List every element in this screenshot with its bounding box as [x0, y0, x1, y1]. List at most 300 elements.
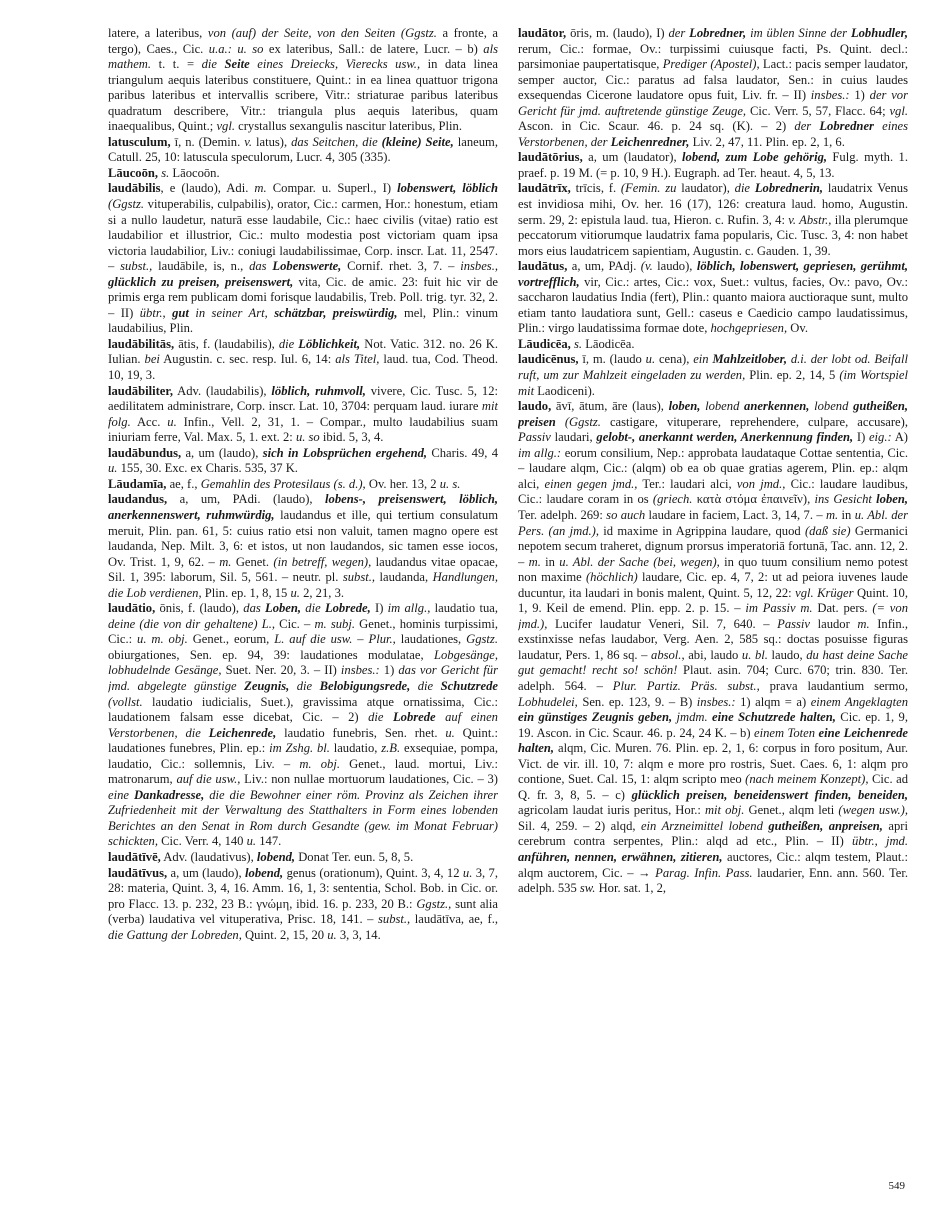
entry-text: Quint.: laudationes funebres, Plin. ep.: — [108, 725, 498, 756]
entry-text: Suet. Ner. 20, 3. – II) — [221, 663, 341, 678]
entry-text: Quint. 10, 1, 9. Keil de emend. Plin. epp. 2. p. 15. – — [518, 585, 908, 616]
entry-headword: laudātīvus, — [108, 865, 168, 880]
entry-text: glücklich preisen, beneidenswert finden, beneiden, — [631, 787, 908, 802]
entry-text: Compar. u. Superl., I) — [266, 181, 398, 196]
entry-text: obiurgationes, Sen. ep. 94, 39: laudationes modulatae, — [108, 647, 434, 662]
entry-text: laudatrix Venus est invidiosa mihi, Ov. her. 16 (17), 126: creatura laud. homo, Augustin. serm. 29, 2: epistula laud. tua, Hieron. c. Rufin. 3, 4: — [518, 181, 908, 227]
entry-text: (Femin. zu — [620, 181, 677, 196]
entry-text: agricolam laudat iuris peritus, Hor.: — [518, 803, 705, 818]
entry-text: laudatio iudicialis, Suet.), gravissima atque ornatissima, Cic.: laudationem falsam esse dicebat, Cic. – 2) — [108, 694, 498, 725]
entry-text: die — [278, 336, 299, 351]
entry-text: der — [794, 119, 820, 134]
entry-text: m. — [825, 507, 839, 522]
entry-text: Lobredner — [819, 119, 874, 134]
entry-text: löblich, lobenswert, gepriesen, gerühmt, vortrefflich, — [518, 259, 908, 289]
entry-text: Genet., eorum, — [187, 632, 275, 647]
entry-headword: laudābilitās, — [108, 336, 175, 351]
entry-text: s. — [574, 336, 583, 351]
entry-headword: Lāucoōn, — [108, 165, 159, 180]
entry-text: Ter. adelph. 269: — [518, 507, 607, 522]
entry-headword: laudātōrius, — [518, 150, 583, 165]
entry-text: Mahlzeitlober, — [712, 352, 787, 367]
entry-text: Acc. — [130, 414, 168, 429]
entry-text: glücklich zu preisen, preisenswert, — [108, 274, 294, 289]
dictionary-entry — [518, 26, 908, 150]
entry-text: āvī, ātum, āre (laus), — [551, 399, 669, 414]
entry-text: im allg.: — [518, 445, 562, 460]
entry-text: Genet., hominis turpissimi, Cic.: — [108, 616, 498, 647]
entry-text: Adv. (laudabilis), — [172, 383, 272, 398]
entry-text: insbes., — [460, 259, 498, 274]
entry-headword: laudo, — [518, 399, 552, 414]
entry-text: die Gattung der Lobreden, — [108, 927, 242, 942]
entry-text: illa plerumque peccatorum vitiorumque laudatrix fama popularis, Cic. Tusc. 3, 4: non habet mors eius laudatricem sapientiam, Augustin. c. Gauden. 1, 39. — [518, 212, 908, 258]
entry-text: (in betreff, wegen), — [273, 554, 372, 569]
entry-text: u. s. — [439, 476, 461, 491]
entry-text: m. obj. — [299, 756, 340, 771]
entry-text: (wegen usw.), — [838, 803, 908, 818]
entry-text: Sil. 4, 259. – 2) alqd, — [518, 818, 641, 833]
entry-text: Schutzrede — [440, 678, 498, 693]
entry-text: (= von jmd.), — [518, 601, 908, 631]
entry-text: Lucifer laudatur Veneri, Sil. 7, 640. – — [547, 616, 778, 631]
entry-text: u. Abl. der Sache (bei, wegen), — [559, 554, 720, 569]
entry-text: laudatio, — [329, 741, 382, 756]
entry-text: vir, Cic.: artes, Cic.: vox, Suet.: vultus, facies, Ov.: pavo, Ov.: saccharon laudatius India (fert), Plin.: quanto maiora auctioraque sunt, multo etiam tanto laudatiora sunt, Gell.: caseus e Caedicio campo laudatissimus, Plin.: virgo laudatissima formae dote, — [518, 274, 908, 336]
entry-text: Lobenswerte, — [272, 259, 342, 274]
entry-text: in — [540, 554, 560, 569]
entry-text: laudarier, Enn. ann. 560. Ter. adelph. 535 — [518, 865, 908, 896]
entry-headword: laudātor, — [518, 26, 567, 40]
entry-text: v. — [244, 134, 253, 149]
entry-text: t. t. = — [151, 57, 202, 72]
entry-text: subst., — [120, 259, 153, 274]
entry-text: eine Leichenrede halten, — [518, 725, 908, 756]
entry-text: a, um, PAdj. — [567, 259, 641, 274]
entry-text: vituperabilis, culpabilis), orator, Cic.: carmen, Hor.: honestum, etiam si a nullo laudetur, naturā esse laudabile, Cic.: haec civilis (vitae) ratio est laudabilior et illustrior, Cic.: multo modestia post victoriam quam ipsa victoria laudabilior, Liv.: coniugi laudabilissimae, Corp. inscr. Lat. 11, 2547. – — [108, 197, 498, 274]
entry-text: die die Bewohner einer röm. Provinz als Zeichen ihrer Zufriedenheit mit der Verwaltung des Statthalters in Form eines lobenden Berichtes an den Senat in Rom durch Gesandte (gew. im Monat Februar) schickten, — [108, 787, 498, 849]
entry-headword: Lāudicēa, — [518, 336, 571, 351]
dictionary-entry — [108, 492, 498, 601]
entry-text: u. — [645, 352, 656, 367]
entry-text: laudandus et ille, qui tertium consulatum meruit, Plin. pan. 61, 5: cuius ratio etsi non valuit, tamen magno opere est laudanda, Nep. Milt. 3, 6: et istos, ut non laudandos, sic tamen esse iocos, Ov. Trist. 1, 9, 62. – — [108, 507, 498, 569]
entry-text: ein günstiges Zeugnis geben, — [518, 710, 673, 725]
entry-text: a, um, PAdi. (laudo), — [167, 492, 326, 507]
entry-text: (im Wortspiel mit — [518, 368, 908, 398]
entry-text: im Passiv m. — [745, 601, 813, 616]
entry-text: auctores, Cic.: alqm testem, Plaut.: alqm auctorem, Cic. – — [518, 849, 908, 880]
entry-text: von jmd., — [736, 476, 786, 491]
entry-text: ins Gesicht — [814, 492, 877, 507]
entry-text: Quint. 2, 15, 20 — [241, 927, 328, 942]
entry-text: einem Toten — [753, 725, 819, 740]
entry-text: (kleine) Seite, — [381, 134, 454, 149]
entry-text: insbes.: — [810, 88, 850, 103]
entry-text: a, um (laudo), — [167, 865, 246, 880]
entry-text: Dankadresse, — [133, 787, 205, 802]
entry-text: hochgepriesen, — [710, 321, 788, 336]
entry-text: u. — [327, 927, 337, 942]
entry-text — [556, 415, 565, 429]
entry-text: im Zshg. bl. — [269, 741, 330, 756]
entry-text: subst., — [378, 912, 411, 927]
left-column — [108, 26, 498, 1176]
entry-text: das Seitchen, die — [291, 134, 382, 149]
entry-headword: laudandus, — [108, 492, 168, 507]
entry-text: cena), — [655, 352, 694, 367]
entry-text: laudābile, is, n., — [152, 259, 250, 274]
entry-text: in quo tuum consilium nemo potest non maxime — [518, 554, 908, 585]
entry-text: ōnis, f. (laudo), — [155, 601, 244, 616]
entry-text: Ascon. in Cic. Scaur. 46. p. 24 sq. (K). – 2) — [518, 119, 795, 134]
entry-text: auf einen Verstorbenen, die — [108, 710, 498, 740]
entry-text: (Ggstz. — [108, 197, 145, 212]
entry-text: löblich, ruhmvoll, — [271, 383, 366, 398]
entry-text: Löblichkeit, — [298, 336, 361, 351]
entry-text: die — [289, 678, 320, 693]
entry-text: Leichenrede, — [208, 725, 277, 740]
entry-text: die — [201, 57, 225, 72]
dictionary-entry — [108, 166, 498, 182]
entry-text: u. — [246, 834, 257, 849]
entry-text: vita, Cic. de amic. 23: fuit hic vir de primis erga rem publicam domi forisque laudabilis, Treb. Poll. trig. tyr. 32, 2. – II) — [108, 274, 498, 320]
entry-text: (griech. — [652, 492, 693, 507]
entry-text: Liv. 2, 47, 11. Plin. ep. 2, 1, 6. — [689, 134, 845, 149]
entry-text: Leichenredner, — [610, 134, 690, 149]
entry-text: castigare, vituperare, reprehendere, culpare, accusare), — [600, 414, 908, 429]
entry-text: schätzbar, preiswürdig, — [274, 305, 398, 320]
entry-text: Lāodicēa. — [582, 336, 635, 351]
entry-text: Augustin. c. sec. resp. Iul. 6, 14: — [159, 352, 336, 367]
dictionary-entry — [108, 26, 498, 135]
entry-text: laudanda, — [375, 570, 433, 585]
entry-text: Hor. sat. 1, 2, — [595, 881, 667, 896]
entry-text: Cic. Verr. 4, 140 — [158, 834, 247, 849]
dictionary-entry — [518, 150, 908, 181]
entry-text: Cic. ad Q. fr. 3, 8, 5. – c) — [518, 772, 908, 802]
entry-text: laudator), — [676, 181, 735, 196]
entry-text: κατὰ στόμα ἐπαινεῖν), — [692, 492, 815, 507]
entry-text: v. Abstr., — [788, 212, 832, 227]
entry-text: u. — [445, 725, 455, 740]
entry-text: laudo, — [767, 647, 807, 662]
entry-text: Lāocoōn. — [169, 165, 220, 180]
entry-text: 1) alqm = a) — [735, 694, 811, 709]
entry-text: eines Dreiecks, Vierecks usw., — [249, 57, 421, 72]
entry-text: subst., — [342, 570, 376, 585]
entry-text: jmdm. — [672, 710, 713, 725]
entry-text: gutheißen, preisen — [518, 399, 908, 429]
entry-text: lobend — [809, 399, 854, 414]
entry-text: ae, f., — [166, 476, 201, 491]
entry-text: Passiv — [777, 616, 811, 631]
entry-text: eines Verstorbenen, der — [518, 119, 908, 149]
entry-text: (v. — [640, 259, 653, 274]
entry-text: insbes.: — [340, 663, 380, 678]
entry-text: abi, laudo — [684, 647, 742, 662]
entry-text: ī, n. (Demin. — [170, 134, 245, 149]
entry-text: Passiv — [518, 430, 551, 445]
entry-text: die — [368, 710, 393, 725]
entry-text: a, um (laudo), — [181, 445, 263, 460]
right-column — [518, 26, 908, 1176]
entry-headword: laudicēnus, — [518, 352, 579, 367]
entry-text: genus (orationum), Quint. 3, 4, 12 — [283, 865, 463, 880]
entry-text: ātis, f. (laudabilis), — [174, 336, 279, 351]
entry-text: sich in Lobsprüchen ergehend, — [262, 445, 428, 460]
dictionary-entry — [518, 259, 908, 337]
dictionary-entry — [108, 446, 498, 477]
entry-text: L. auf die usw. – Plur., — [274, 632, 396, 647]
entry-text: Ggstz., — [416, 896, 452, 911]
entry-text: , e (laudo), Adi. — [160, 181, 255, 196]
entry-text: u. Abl. der Pers. (an jmd.), — [518, 507, 908, 538]
entry-text: sunt alia (verba) laudativa vel vituperativa, Prisc. 18, 141. – — [108, 896, 498, 927]
entry-text: Gemahlin des Protesilaus (s. d.), — [200, 476, 366, 491]
entry-text: die — [734, 181, 755, 196]
entry-text: laudationes, — [395, 632, 467, 647]
dictionary-page — [108, 26, 906, 1176]
entry-text: Lobgesänge, lobhudelnde Gesänge, — [108, 647, 498, 678]
entry-text: lobens-, preisenswert, löblich, anerkennenswert, ruhmwürdig, — [108, 492, 498, 522]
entry-text: so auch — [606, 507, 646, 522]
entry-text: Sen. ep. 123, 9. – B) — [577, 694, 697, 709]
entry-text: auf die usw., — [176, 772, 241, 787]
entry-text: (nach meinem Konzept), — [745, 772, 869, 787]
dictionary-entry — [108, 477, 498, 493]
entry-text: Dat. pers. — [812, 601, 873, 616]
entry-text: einen gegen jmd., — [544, 476, 638, 491]
entry-headword: laudātus, — [518, 259, 568, 274]
entry-text: lobenswert, löblich — [397, 181, 498, 196]
dictionary-entry — [518, 337, 908, 353]
entry-text: Ggstz. — [466, 632, 498, 647]
entry-text: ī, m. (laudo — [578, 352, 646, 367]
entry-text: Ov. — [787, 321, 808, 336]
entry-text: lobend — [700, 399, 745, 414]
entry-text: Fulg. myth. 1. praef. p. 19 M. (= p. 10, 9 H.). Eugraph. ad Ter. heaut. 4, 5, 13. — [518, 150, 908, 180]
entry-text: 1) — [379, 663, 399, 678]
dictionary-entry — [518, 352, 908, 399]
entry-text: → Parag. Infin. Pass. — [638, 865, 753, 880]
entry-text: u.a.: u. so — [208, 41, 264, 56]
entry-text: Ter.: laudari alci, — [637, 476, 737, 491]
entry-text: anführen, nennen, erwähnen, zitieren, — [518, 849, 723, 864]
entry-text: Handlungen, die Lob verdienen, — [108, 570, 498, 600]
entry-headword: Lāudamīa, — [108, 476, 167, 491]
entry-text: (höchlich) — [585, 570, 638, 585]
entry-text: u. bl. — [741, 647, 768, 662]
entry-text: die — [301, 601, 325, 616]
entry-text: u. — [167, 414, 177, 429]
entry-text: Cic. – — [275, 616, 315, 631]
entry-text: Lobrede, — [324, 601, 371, 616]
entry-text: Genet. — [231, 554, 274, 569]
entry-text: eig.: — [868, 430, 892, 445]
entry-text: u. m. obj. — [137, 632, 188, 647]
entry-text: 1) — [849, 88, 870, 103]
entry-text: laudare, Cic. ep. 4, 7, 2: ut ad peiora iuvenes laude ducuntur, ita laudari in bonis malent, Quint. 5, 12, 22: — [518, 570, 908, 600]
entry-text: eine — [108, 787, 134, 802]
entry-text: Cornif. rhet. 3, 7. – — [341, 259, 461, 274]
entry-headword: latusculum, — [108, 134, 171, 149]
entry-text: laudare in faciem, Lact. 3, 14, 7. – — [645, 507, 826, 522]
entry-text: eorum consilium, Nep.: approbata laudataque Cottae sententia, Cic. – laudare alqm, Cic.: (alqm) ob ea ob quae gratias agerem, Plin. ep.: alqm alci, — [518, 445, 908, 491]
entry-headword: laudābiliter, — [108, 383, 173, 398]
entry-text: in — [838, 507, 855, 522]
entry-text: von (auf) der Seite, von den Seiten (Ggstz. — [207, 26, 437, 40]
entry-text: loben, — [876, 492, 908, 507]
entry-text: als Titel, — [335, 352, 380, 367]
entry-text: lobend, — [256, 849, 296, 864]
entry-text: Genet., alqm leti — [744, 803, 839, 818]
entry-text: bei — [144, 352, 160, 367]
entry-text: als mathem. — [108, 41, 498, 72]
entry-text: laudari, — [550, 430, 597, 445]
entry-text: m. subj. — [314, 616, 356, 631]
entry-text: laudatio tua, — [430, 601, 498, 616]
entry-text: laneum, Catull. 25, 10: latuscula speculorum, Lucr. 4, 305 (335). — [108, 134, 498, 165]
entry-text: Plin. ep. 2, 14, 5 — [745, 368, 840, 383]
entry-text: laudandus vitae opacae, Sil. 1, 395: laborum, Sil. 5, 561. – neutr. pl. — [108, 554, 498, 585]
entry-text: (vollst. — [108, 694, 143, 709]
entry-text: laudor — [810, 616, 858, 631]
entry-text: Liv.: non nullae mortuorum laudationes, Cic. – 3) — [240, 772, 498, 787]
entry-text: u. — [290, 585, 300, 600]
entry-text: gelobt-, anerkannt werden, Anerkennung finden, — [596, 430, 854, 445]
entry-text: laudo), — [652, 259, 697, 274]
entry-text: Cic. ep. 1, 9, 19. Ascon. in Cic. Scaur. 46. p. 24, 24 K. – b) — [518, 710, 908, 740]
entry-text: I) — [853, 430, 869, 445]
entry-text: crystallus sexangulis nascitur lateribus, Plin. — [234, 119, 462, 134]
entry-text: anerkennen, — [744, 399, 810, 414]
entry-text: Lobredner, — [689, 26, 747, 40]
entry-text: (Ggstz. — [564, 414, 601, 429]
entry-headword: laudātīvē, — [108, 849, 161, 864]
entry-text: im üblen Sinne der — [746, 26, 851, 40]
entry-text: im allg., — [387, 601, 431, 616]
entry-text: m. — [528, 554, 541, 569]
entry-text: übtr., — [139, 305, 166, 320]
entry-text: apri cerebrum contra serpentes, Plin.: alqd ad etc., Plin. – II) — [518, 818, 908, 849]
entry-text: ein — [693, 352, 713, 367]
entry-headword: laudātrīx, — [518, 181, 571, 196]
entry-text: loben, — [668, 399, 701, 414]
entry-text: Lobrednerin, — [754, 181, 824, 196]
entry-text: u. — [462, 865, 473, 880]
dictionary-entry — [518, 399, 908, 897]
dictionary-entry — [108, 866, 498, 944]
entry-text: insbes.: — [696, 694, 736, 709]
entry-headword: laudātio, — [108, 601, 156, 616]
entry-text: u. so — [295, 430, 320, 445]
entry-text: s. — [161, 165, 170, 180]
dictionary-entry — [108, 601, 498, 850]
entry-text: gut — [172, 305, 189, 320]
entry-headword: laudābundus, — [108, 445, 182, 460]
entry-text: d.i. der lobt od. Beifall ruft, um zur Mahlzeit eingeladen zu werden, — [518, 352, 908, 383]
entry-text: das — [249, 259, 273, 274]
entry-text: laudatio funebris, Sen. rhet. — [276, 725, 446, 740]
dictionary-entry — [108, 135, 498, 166]
entry-text: ex lateribus, Sall.: de latere, Lucr. – b) — [263, 41, 484, 56]
entry-text: lobend, — [245, 865, 284, 880]
entry-text: laudātīva, ae, f., — [410, 912, 498, 927]
entry-text: Cic. Verr. 5, 57, Flacc. 64; — [746, 103, 890, 118]
entry-text: u. — [108, 461, 118, 476]
dictionary-entry — [108, 384, 498, 446]
dictionary-entry — [108, 181, 498, 336]
entry-text: Genet., laud. mortui, Liv.: matronarum, — [108, 756, 498, 787]
entry-text: laud. tua, Cod. Theod. 10, 19, 3. — [108, 352, 498, 383]
entry-text: das vor Gericht für jmd. abgelegte günstige — [108, 663, 498, 693]
entry-text: alqm, Cic. Muren. 76. Plin. ep. 2, 1, 6: corpus in foro positum, Aur. Vict. de vir. ill. 10, 7: alqm e more pro rostris, Suet. Caes. 6, 1: alqm pro contione, Suet. Cal. 15, 1: alqm scripto meo — [518, 741, 908, 787]
entry-text: in data linea triangulum aequis lateribus constituere, Quint.: in ea linea quattuor trigona paribus lateribus et intervallis scribere, Vitr.: striaturae paribus lateribus quadratum describere, Vitr.: triangula plus aequis lateribus, quam inaequalibus, Quint.; — [108, 57, 498, 134]
entry-text: lobend, zum Lobe gehörig, — [682, 150, 828, 165]
entry-text: gutheißen, anpreisen, — [768, 818, 883, 833]
entry-text: der vor Gericht für jmd. auftretende günstige Zeuge, — [518, 88, 908, 118]
entry-text: m. — [219, 554, 232, 569]
dictionary-entry — [518, 181, 908, 259]
entry-text: Plaut. asin. 704; Curc. 670; trin. 830. Ter. adelph. 564. – — [518, 663, 908, 693]
entry-text: prava laudantium sermo, — [759, 678, 908, 693]
entry-text: 3, 7, 28: materia, Quint. 3, 4, 16. Amm. 16, 1, 3: sententia, Schol. Bob. in Cic. or. pro Flacc. 13. p. 232, 23 B.: γνώμη, ibid. 16. p. 233, 20 B.: — [108, 865, 498, 911]
entry-text: Loben, — [265, 601, 302, 616]
entry-text: Lobrede — [392, 710, 436, 725]
entry-text: mit folg. — [108, 399, 498, 429]
entry-text: Cic.: laudare laudibus, Cic.: laudare coram in os — [518, 476, 908, 507]
entry-text: trīcis, f. — [570, 181, 621, 196]
entry-text: latus), — [252, 134, 292, 149]
entry-text: A) — [891, 430, 908, 445]
entry-text: mel, Plin.: vinum laudabilius, Plin. — [108, 305, 498, 336]
entry-text: m. — [857, 616, 870, 631]
entry-headword: laudābilis — [108, 181, 161, 196]
entry-text: rerum, Cic.: formae, Ov.: turpissimi cuiusque facti, Ps. Quint. decl.: parsimoniae paupertatisque, — [518, 41, 908, 72]
entry-text: 147. — [256, 834, 282, 849]
entry-text: ōris, m. (laudo), I) — [566, 26, 669, 40]
entry-text: ibid. 5, 3, 4. — [319, 430, 384, 445]
entry-text: a fronte, a tergo), Caes., Cic. — [108, 26, 498, 56]
page-number: 549 — [888, 1180, 905, 1192]
entry-text: 2, 21, 3. — [299, 585, 345, 600]
entry-text: Infin., Vell. 2, 31, 1. – Compar., multo laudabilius suam iniuriam ferre, Val. Max. 5, 1. ext. 2: — [108, 414, 498, 445]
entry-text: die — [410, 678, 441, 693]
entry-text: z.B. — [381, 741, 401, 756]
entry-text: das — [243, 601, 266, 616]
entry-text: Adv. (laudativus), — [160, 849, 257, 864]
entry-text: id maxime in Agrippina laudare, quod — [599, 523, 805, 538]
entry-text: 3, 3, 14. — [336, 927, 381, 942]
entry-text: Lact.: pacis semper laudator, semper auctor, Cic.: paratus ad falsa laudator, Sen.: in cuius laudes exsequendas Cicerone laudatore opus fuit, Liv. fr. – II) — [518, 57, 908, 103]
entry-text: Plur. Partiz. Präs. subst., — [612, 678, 760, 693]
entry-text: deine (die von dir gehaltene) L., — [108, 616, 276, 631]
entry-text: Infin., exstinxisse nefas laudabor, Verg. Aen. 2, 585 sq.: doctas posuisse figuras laudatur, Pers. 1, 86 sq. – — [518, 616, 908, 662]
entry-text: Belobigungsrede, — [319, 678, 411, 693]
entry-text: Germanici nepotem secum traheret, dignum prorsus imperatoriā fortunā, Tac. ann. 12, 2. – — [518, 523, 908, 569]
entry-text: vgl. — [889, 103, 908, 118]
entry-text: Donat Ter. eun. 5, 8, 5. — [295, 849, 414, 864]
entry-text: ein Arzneimittel lobend — [640, 818, 769, 833]
entry-text: du hast deine Sache gut gemacht! recht so! schön! — [518, 647, 908, 678]
entry-text: eine Schutzrede halten, — [712, 710, 836, 725]
entry-text: exsequiae, pompa, laudatio, Cic.: sollemnis, Liv. – — [108, 741, 498, 771]
entry-text: 155, 30. Exc. ex Charis. 535, 37 K. — [117, 461, 298, 476]
entry-text: Lobhudelei, — [518, 694, 578, 709]
entry-text: m. — [254, 181, 267, 196]
entry-text: Charis. 49, 4 — [427, 445, 498, 460]
entry-text: übtr., jmd. — [851, 834, 908, 849]
